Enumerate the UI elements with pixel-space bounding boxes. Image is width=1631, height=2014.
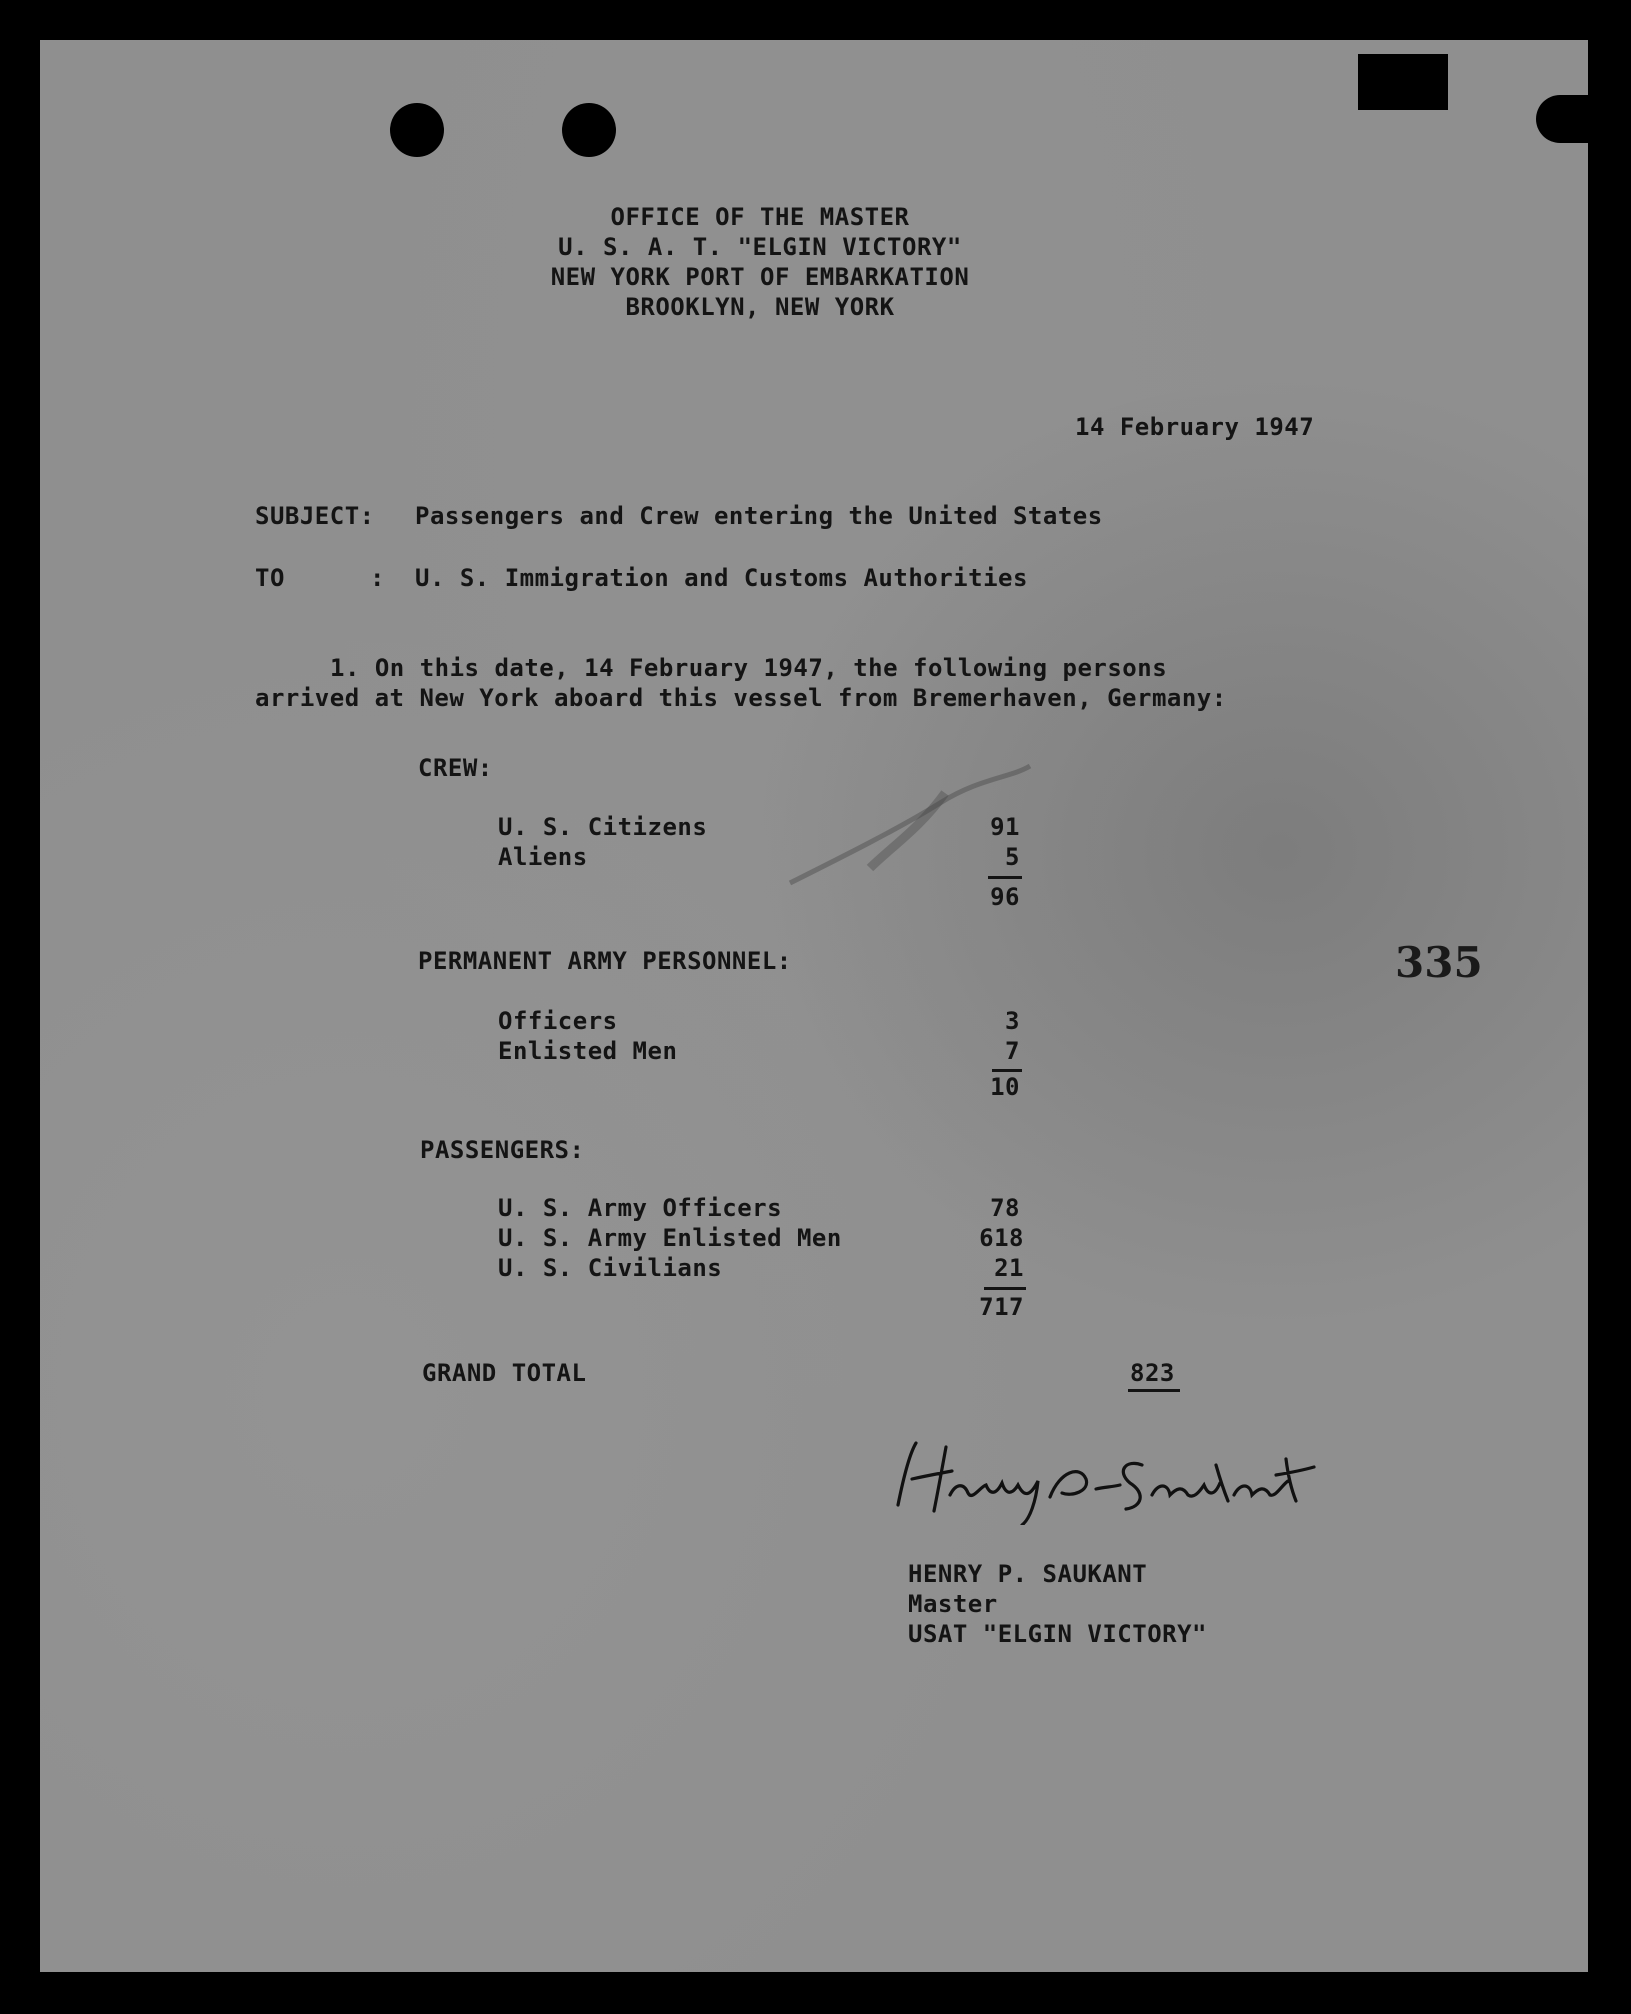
army-row-label: Officers: [498, 1007, 618, 1035]
to-text: U. S. Immigration and Customs Authorities: [415, 564, 1028, 592]
subject-label: SUBJECT:: [255, 502, 375, 530]
army-row-value: 7: [1005, 1037, 1020, 1065]
passengers-row-label: U. S. Civilians: [498, 1254, 723, 1282]
signatory-title: Master: [908, 1590, 998, 1618]
crew-row-value: 5: [1005, 843, 1020, 871]
pen-smudge: [780, 758, 1040, 898]
army-total: 10: [990, 1073, 1020, 1101]
grand-total-label: GRAND TOTAL: [422, 1359, 587, 1387]
paragraph-line-2: arrived at New York aboard this vessel from Bremerhaven, Germany:: [255, 684, 1227, 712]
letterhead-line-3: NEW YORK PORT OF EMBARKATION: [550, 263, 970, 291]
document-page: [40, 40, 1588, 1972]
passengers-heading: PASSENGERS:: [420, 1136, 585, 1164]
page-number-stamp: 335: [1395, 938, 1483, 987]
crew-row-label: U. S. Citizens: [498, 813, 708, 841]
binding-tab: [1358, 54, 1448, 110]
letterhead-line-2: U. S. A. T. "ELGIN VICTORY": [558, 233, 962, 261]
to-colon: :: [370, 564, 385, 592]
punch-hole-left: [390, 103, 444, 157]
passengers-total-rule: [984, 1287, 1026, 1290]
army-row-value: 3: [1005, 1007, 1020, 1035]
to-label: TO: [255, 564, 285, 592]
signatory-name: HENRY P. SAUKANT: [908, 1560, 1148, 1588]
letterhead-line-4: BROOKLYN, NEW YORK: [625, 293, 895, 321]
passengers-row-label: U. S. Army Officers: [498, 1194, 783, 1222]
punch-hole-right: [562, 103, 616, 157]
signatory-vessel: USAT "ELGIN VICTORY": [908, 1620, 1207, 1648]
letterhead-line-1: OFFICE OF THE MASTER: [610, 203, 910, 231]
passengers-row-value: 21: [994, 1254, 1024, 1282]
army-total-rule: [992, 1069, 1022, 1072]
crew-heading: CREW:: [418, 754, 493, 782]
passengers-row-value: 618: [979, 1224, 1024, 1252]
passengers-row-label: U. S. Army Enlisted Men: [498, 1224, 842, 1252]
crew-row-value: 91: [990, 813, 1020, 841]
crew-total: 96: [990, 883, 1020, 911]
passengers-row-value: 78: [990, 1194, 1020, 1222]
edge-notch: [1536, 95, 1588, 143]
army-heading: PERMANENT ARMY PERSONNEL:: [418, 947, 792, 975]
handwritten-signature: [890, 1435, 1320, 1525]
paragraph-line-1: 1. On this date, 14 February 1947, the following persons: [330, 654, 1168, 682]
grand-total-value: 823: [1130, 1359, 1175, 1387]
crew-row-label: Aliens: [498, 843, 588, 871]
grand-total-underline: [1128, 1389, 1180, 1392]
subject-text: Passengers and Crew entering the United States: [415, 502, 1103, 530]
document-date: 14 February 1947: [1075, 413, 1315, 441]
army-row-label: Enlisted Men: [498, 1037, 678, 1065]
passengers-total: 717: [979, 1293, 1024, 1321]
